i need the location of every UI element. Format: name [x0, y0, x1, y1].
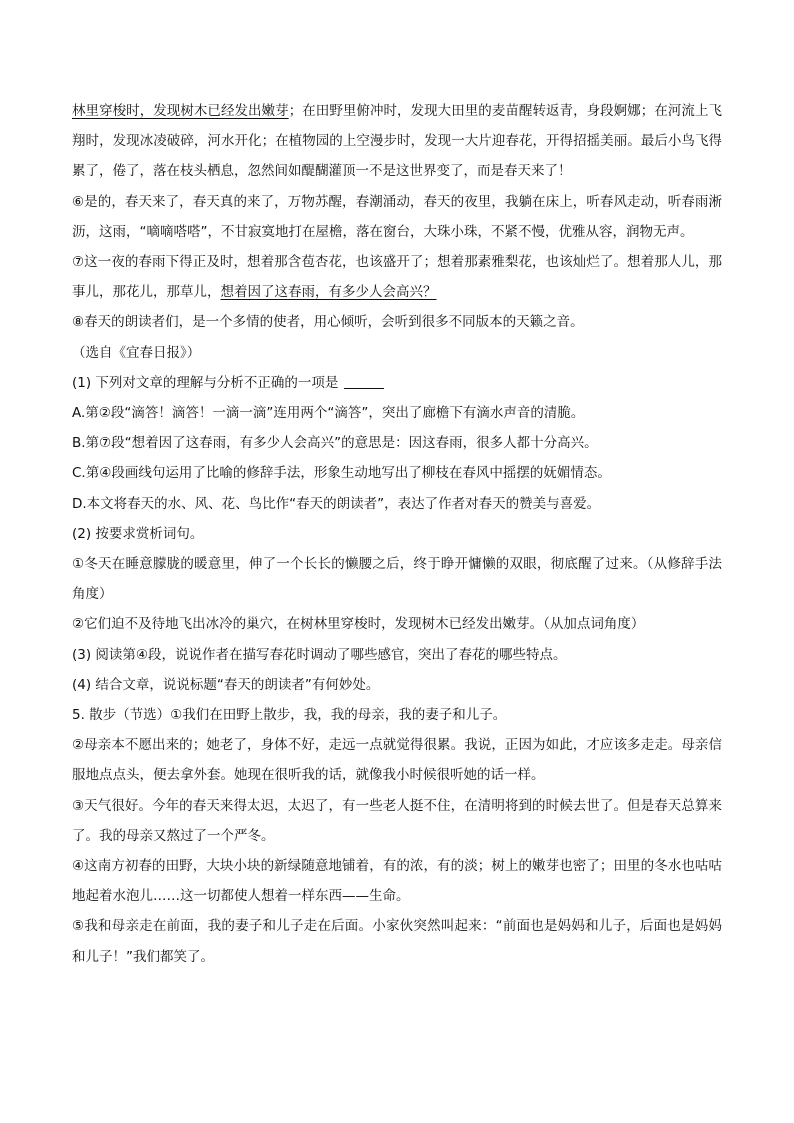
option-d: D.本文将春天的水、风、花、鸟比作“春天的朗读者”，表达了作者对春天的赞美与喜爱。: [72, 495, 601, 512]
paragraph-continued: 林里穿梭时，发现树木已经发出嫩芽；在田野里俯冲时，发现大田里的麦苗醒转返青，身段婀娜；在河流上飞翔时，发现冰凌破碎，河水开化；在植物园的上空漫步时，发现一大片迎春花，开得招摇美丽。最后小鸟飞得累了，倦了，落在枝头栖息，忽然间如醍醐灌顶一不是这世界变了，而是春天来了！: [72, 103, 723, 180]
source-note: （选自《宜春日报》）: [72, 344, 201, 361]
question-2: (2) 按要求赏析词句。: [72, 525, 204, 542]
question-2-item-2: ②它们迫不及待地飞出冰冷的巢穴，在树林里穿梭时，发现树木已经发出嫩芽。（从加点词角度）: [72, 616, 645, 633]
section-5-paragraph-3: ③天气很好。今年的春天来得太迟，太迟了，有一些老人挺不住，在清明将到的时候去世了。但是春天总算来了。我的母亲又熬过了一个严冬。: [72, 797, 722, 844]
question-1: (1) 下列对文章的理解与分析不正确的一项是: [72, 368, 722, 398]
paragraph-7: ⑦这一夜的春雨下得正及时，想着那含苞杏花，也该盛开了；想着那素雅梨花，也该灿烂了。想着那人儿，那事儿，那花儿，那草儿，想着因了这春雨，有多少人会高兴？: [72, 254, 722, 301]
section-5-paragraph-1: 5. 散步（节选）①我们在田野上散步，我，我的母亲，我的妻子和儿子。: [72, 707, 507, 724]
section-5-paragraph-2: ②母亲本不愿出来的；她老了，身体不好，走远一点就觉得很累。我说，正因为如此，才应该多走走。母亲信服地点点头，便去拿外套。她现在很听我的话，就像我小时候很听她的话一样。: [72, 737, 722, 784]
question-4: (4) 结合文章，说说标题“春天的朗读者”有何妙处。: [72, 676, 380, 693]
option-c: C.第④段画线句运用了比喻的修辞手法，形象生动地写出了柳枝在春风中摇摆的妩媚情态。: [72, 465, 611, 482]
paragraph-6: ⑥是的，春天来了，春天真的来了，万物苏醒，春潮涌动，春天的夜里，我躺在床上，听春风走动，听春雨淅沥，这雨，“嘀嘀嗒嗒”，不甘寂寞地打在屋檐，落在窗台，大珠小珠，不紧不慢，优雅从容，润物无声。: [72, 193, 722, 240]
option-a: A.第②段“滴答！滴答！一滴一滴”连用两个“滴答”，突出了廊檐下有滴水声音的清脆。: [72, 405, 585, 422]
question-3: (3) 阅读第④段，说说作者在描写春花时调动了哪些感官，突出了春花的哪些特点。: [72, 646, 567, 663]
section-5-paragraph-5: ⑤我和母亲走在前面，我的妻子和儿子走在后面。小家伙突然叫起来：“前面也是妈妈和儿子，后面也是妈妈和儿子！”我们都笑了。: [72, 918, 722, 965]
option-b: B.第⑦段“想着因了这春雨，有多少人会高兴”的意思是：因这春雨，很多人都十分高兴。: [72, 435, 598, 452]
underlined-sentence: 林里穿梭时，发现树木已经发出嫩芽: [72, 103, 289, 119]
answer-blank: [344, 374, 384, 389]
paragraph-8: ⑧春天的朗读者们，是一个多情的使者，用心倾听，会听到很多不同版本的天籁之音。: [72, 314, 584, 331]
section-5-paragraph-4: ④这南方初春的田野，大块小块的新绿随意地铺着，有的浓，有的淡；树上的嫩芽也密了；田里的冬水也咕咕地起着水泡儿……这一切都使人想着一样东西——生命。: [72, 858, 722, 905]
underlined-sentence-7: 想着因了这春雨，有多少人会高兴？: [220, 284, 437, 301]
document-page: [72, 96, 722, 972]
question-2-item-1: ①冬天在睡意朦胧的暖意里，伸了一个长长的懒腰之后，终于睁开慵懒的双眼，彻底醒了过来。（从修辞手法角度）: [72, 556, 722, 603]
